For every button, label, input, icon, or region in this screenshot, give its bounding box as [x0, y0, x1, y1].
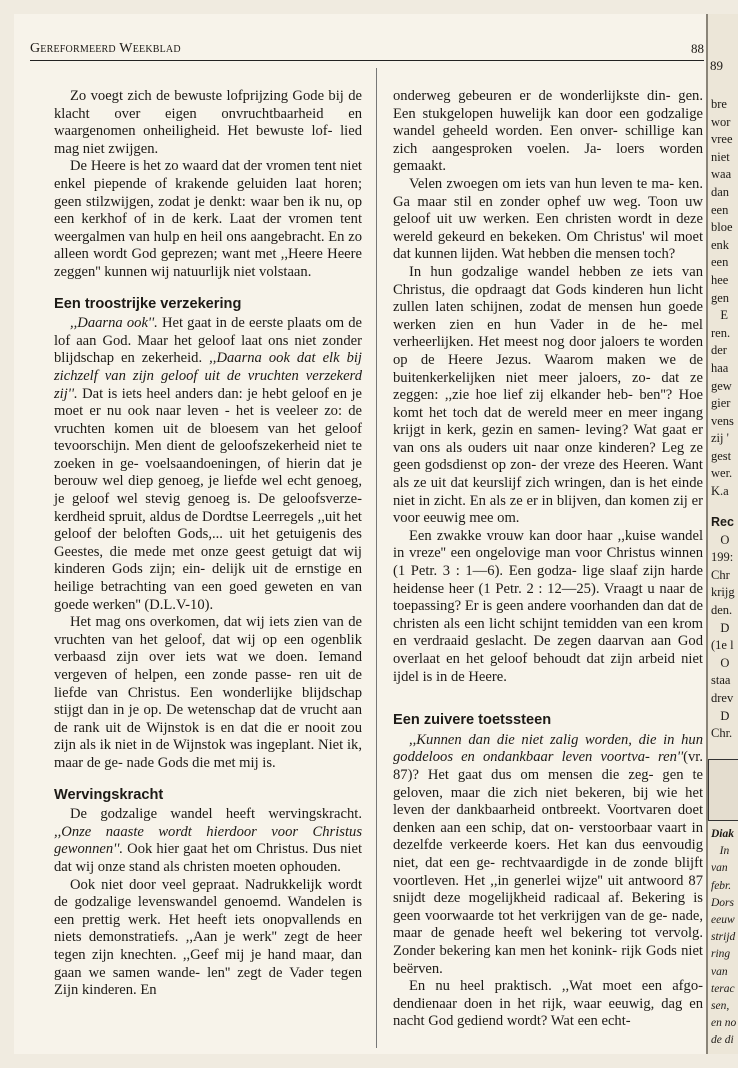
left-column: [54, 88, 362, 1000]
right-column: [393, 88, 703, 1031]
paragraph: De Heere is het zo waard dat der vromen tent niet enkel piepende of krakende geluiden laat horen; geen stilzwijgen, zodat je denkt: waar ben ik nu, op een kerkhof of in de kerk. Laat der vromen tent weergalmen van hulp en heil ons aangebracht. En zo alleen wordt God geprezen; want met ,,Heere Heere zeggen'' kunnen wij natuurlijk niet volstaan.: [54, 158, 362, 280]
running-header: [30, 38, 704, 61]
right-page-heading: Rec: [711, 515, 734, 529]
paragraph: Zo voegt zich de bewuste lofprijzing Gode bij de klacht over eigen onvruchtbaarheid en waargenomen onheiligheid. Het bewuste lof- lied mag niet zwijgen.: [54, 88, 362, 157]
paragraph: onderweg gebeuren er de wonderlijkste din- gen. Een stukgelopen huwelijk kan door een godzalige wandel geheeld worden. Een onver- schillige kan zich aangesproken voelen. Ja- loers worden gemaakt.: [393, 88, 703, 175]
paragraph: Een zwakke vrouw kan door haar ,,kuise wandel in vreze'' een ongelovige man voor Christus winnen (1 Petr. 3 : 1—6). Een godza- lige slaaf zijn harde heidense heer (1 Petr. 2 : 12—25). Vraagt u naar de toepassing? Er is geen andere voorhanden dan dat de christen als een licht schijnt temidden van een krom en verdraaid geslacht. De zegen daarvan aan God overlaat en het geloof behoudt dat zijn arbeid niet ijdel is in de Heere.: [393, 527, 703, 685]
publication-title: Gereformeerd Weekblad: [30, 41, 181, 56]
right-page-text-middle: [708, 514, 735, 743]
paragraph: ,,Kunnen dan die niet zalig worden, die in hun goddeloos en ondankbaar leven voortva- ren''(vr. 87)? Het gaat dus om mensen die zeg- gen te geloven, maar die zich niet bekeren, bij wie het leven der dankbaarheid ontbreekt. Voortvaren doet denken aan een schip, dat on- verstoorbaar vaart in dezelfde verkeerde koers. Het kan dus eenvoudig niet, dat een ge- rechtvaardigde in de zonde blijft voortleven. Het ,,in generlei wijze'' uit antwoord 87 snijdt deze mogelijkheid radicaal af. Bekering is geen voorwaarde tot het verkrijgen van de ge- nade, maar de genade heeft wel bekering tot vervolg. Zonder bekering kan men het konink- rijk Gods niet beërven.: [393, 731, 703, 977]
paragraph: ,,Daarna ook''. Het gaat in de eerste plaats om de lof aan God. Maar het geloof laat ons niet zonder blijdschap en zekerheid. ,,Daarna ook dat elk bij zichzelf van zijn geloof uit de vruchten verzekerd zij''. Dat is iets heel anders dan: je hebt geloof en je moet er nu ook naar leven - het is veeleer zo: de vruchten komen uit de bloesem van het geloof tevoorschijn. Men dient de geloofszekerheid niet te zoeken in ge- voelsaandoeningen, of hierin dat je berouw wel diep genoeg, je liefde wel echt genoeg, je geloof wel stevig genoeg is. De geloofsverze- kerdheid spruit, aldus de Dordtse Leerregels ,,uit het geloof der beloften Gods,... uit het getuigenis des Geestes, die mede met onze geest getuigt dat wij kinderen Gods zijn; ein- delijk uit de ernstige en heilige betrachting van een goed geweten en van goede werken'' (D.L.V-10).: [54, 315, 362, 613]
right-page-fragment: [708, 14, 738, 1054]
column-divider: [376, 68, 377, 1048]
section-heading: Een zuivere toetssteen: [393, 712, 552, 729]
right-page-text-top: bre wor vree niet waa dan een bloe enk een hee gen E ren. der haa gew gier vens zij ' gest wer. K.a: [711, 97, 734, 499]
paragraph: De godzalige wandel heeft wervingskracht. ,,Onze naaste wordt hierdoor voor Christus gewonnen''. Ook hier gaat het om Christus. Dus niet dat wij onze stand als christen moeten ophouden.: [54, 806, 362, 875]
paragraph: En nu heel praktisch. ,,Wat moet een afgo- dendienaar doen in het rijk, waar eeuwig, dag en nacht God gediend wordt? Wat een echt-: [393, 978, 703, 1030]
page-number-right: 89: [710, 58, 723, 73]
paragraph: Het mag ons overkomen, dat wij iets zien van de vruchten van het geloof, dat wij op een ogenblik verbaasd zijn over iets wat we doen. Iemand vergeven of helpen, een zonde passe- ren uit de liefde van Christus. Een wonderlijke blijdschap stijgt dan in je op. De wetenschap dat de vrucht aan de rank uit de Wijnstok is en dat die er nooit zou zijn als ik niet in de Wijnstok was ingeplant. Niet ik, maar de ge- nade Gods die met mij is.: [54, 614, 362, 771]
paragraph: In hun godzalige wandel hebben ze iets van Christus, die opdraagt dat Gods kinderen hun licht zullen laten schijnen, zodat de mensen hun goede werken zien en hun Vader in de he- mel verheerlijken. Het meest nog door jaloers te worden op de Heere Jezus. Waarom maken we de buitenkerkelijken niet meer jaloers, zo- dat ze zeggen: ,,zie hoe lief zij elkander heb- ben''? Hoe komt het toch dat de wereld meer en meer ingang krijgt in kerk, gezin en samen- leving? Wat gaat er van ons als ouders uit naar onze kinderen? Leg ze geen godsdienst op zon- der vreze des Heeren. Want als ze uit dat keurslijf zich wringen, dan is het einde niet in zicht. En als ze er in blijven, dan komen zij er voor eeuwig mee om.: [393, 263, 703, 527]
caption-lines: In van febr. Dors eeuw strijd ring van terac sen, en no de di: [711, 845, 737, 1047]
paragraph: Ook niet door veel gepraat. Nadrukkelijk wordt de godzalige levenswandel genoemd. Wandelen is een prettig werk. Het heeft iets onopvallends en niets demonstratiefs. ,,Aan je werk'' zegt de heer tegen zijn knechten. ,,Geef mij je hand maar, dan gaan we samen wande- len'' zegt de Vader tegen Zijn kinderen. En: [54, 876, 362, 999]
section-heading: Een troostrijke verzekering: [54, 295, 242, 312]
page-number-left: 88: [691, 41, 704, 56]
right-page-middle-lines: O 199: Chr krijg den. D (1e l O staa drev D Chr.: [711, 532, 735, 741]
right-page-caption: [708, 826, 736, 1050]
caption-heading: Diak: [711, 828, 734, 840]
portrait-photo: [708, 759, 738, 821]
section-heading: Wervingskracht: [54, 786, 164, 803]
paragraph: Velen zwoegen om iets van hun leven te ma- ken. Ga maar stil en zonder ophef uw weg. Toon uw geloof uit uw werken. Een christen wordt in deze wereld gekeurd en bekeken. Om Christus' wil moet dat kunnen lijden. Wat hebben die mensen toch?: [393, 175, 703, 263]
